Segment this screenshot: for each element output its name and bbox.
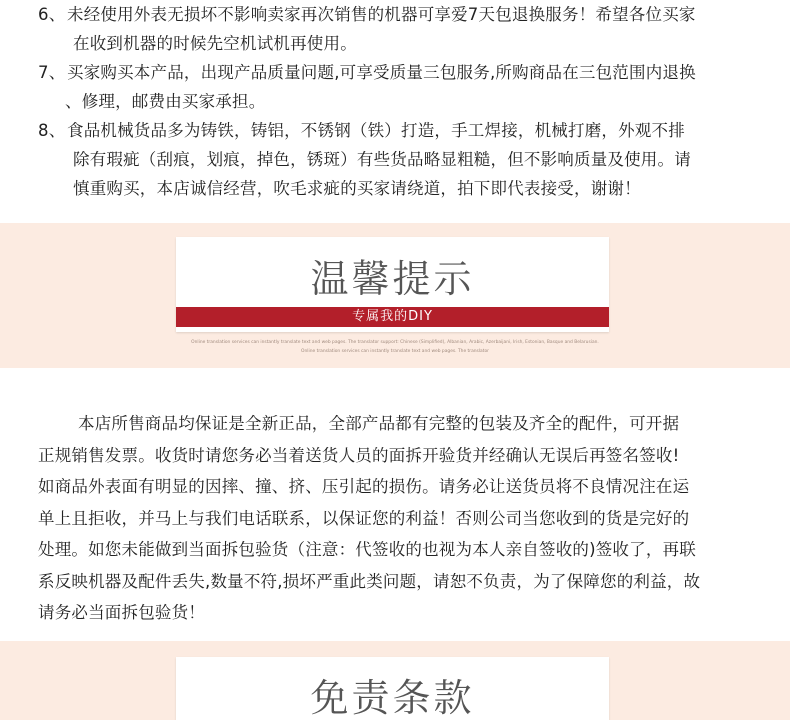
paragraph-line: 单上且拒收，并马上与我们电话联系，以保证您的利益！否则公司当您收到的货是完好的 <box>38 508 690 528</box>
paragraph-line: 请务必当面拆包验货！ <box>38 603 205 622</box>
term-item-7 <box>38 58 696 116</box>
paragraph-line: 本店所售商品均保证是全新正品，全部产品都有完整的包装及齐全的配件，可开据 <box>78 414 680 433</box>
term-text-line: 、修理，邮费由买家承担。 <box>65 92 266 111</box>
notice-fine-print: Online translation services can instantly translate text and web pages. The translator <box>301 349 489 354</box>
term-number: 8、 <box>38 121 66 140</box>
notice-title: 温馨提示 <box>310 257 475 301</box>
disclaimer-card <box>176 657 609 720</box>
term-number: 6、 <box>38 5 66 24</box>
term-item-8 <box>38 116 691 203</box>
notice-subtitle-bar: 专属我的DIY <box>176 307 609 327</box>
inspection-paragraph <box>38 408 758 629</box>
term-item-6 <box>38 0 696 58</box>
term-number: 7、 <box>38 63 66 82</box>
notice-card <box>176 237 609 332</box>
notice-banner <box>0 223 790 368</box>
notice-fine-print: Online translation services can instantly translate text and web pages. The translator support: Chinese (Simplified), Albanian, Arabic, Azerbaijani, Irish, Estonian, Basque and Belarusian. <box>191 340 599 345</box>
paragraph-line: 处理。如您未能做到当面拆包验货（注意：代签收的也视为本人亲自签收的)签收了，再联 <box>38 540 696 559</box>
term-text-line: 除有瑕疵（刮痕，划痕，掉色，锈斑）有些货品略显粗糙，但不影响质量及使用。请 <box>73 150 691 169</box>
paragraph-line: 系反映机器及配件丢失,数量不符,损坏严重此类问题，请恕不负责，为了保障您的利益，故 <box>38 571 701 591</box>
disclaimer-banner <box>0 641 790 720</box>
term-text-line: 食品机械货品多为铸铁，铸铝，不锈钢（铁）打造，手工焊接，机械打磨，外观不排 <box>67 121 685 140</box>
term-text-line: 未经使用外表无损坏不影响卖家再次销售的机器可享爱7天包退换服务！希望各位买家 <box>67 5 696 24</box>
term-text-line: 买家购买本产品，出现产品质量问题,可享受质量三包服务,所购商品在三包范围内退换 <box>67 63 696 82</box>
term-text-line: 慎重购买，本店诚信经营，吹毛求疵的买家请绕道，拍下即代表接受，谢谢！ <box>73 179 641 198</box>
disclaimer-title: 免责条款 <box>310 676 475 720</box>
term-text-line: 在收到机器的时候先空机试机再使用。 <box>73 34 357 53</box>
paragraph-line: 正规销售发票。收货时请您务必当着送货人员的面拆开验货并经确认无误后再签名签收! <box>38 445 680 465</box>
paragraph-line: 如商品外表面有明显的因摔、撞、挤、压引起的损伤。请务必让送货员将不良情况注在运 <box>38 477 690 496</box>
